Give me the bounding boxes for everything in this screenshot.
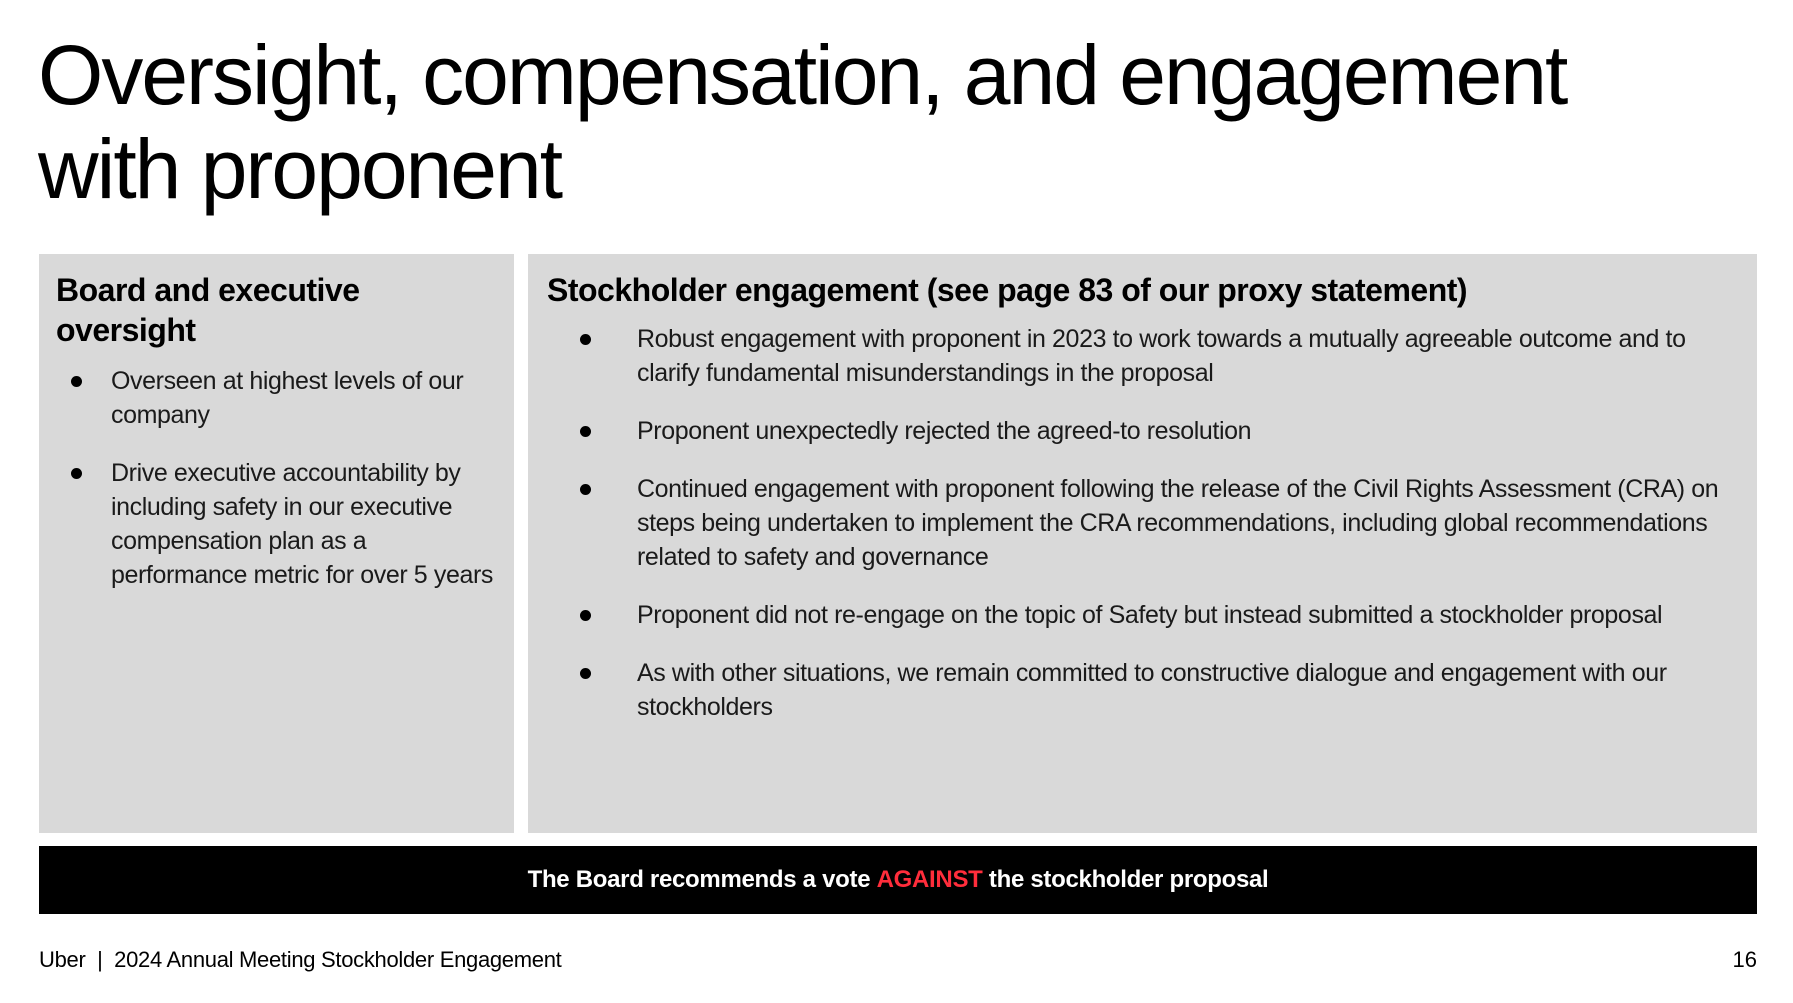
list-item — [547, 322, 1727, 390]
bullet-dot-icon — [580, 484, 591, 495]
board-recommendation-banner — [39, 846, 1757, 914]
page-number: 16 — [1732, 947, 1757, 972]
list-item-text: Robust engagement with proponent in 2023 to work towards a mutually agreeable outcome and to clarify fundamental misunderstandings in the proposal — [637, 325, 1686, 387]
list-item — [56, 364, 494, 432]
footer — [39, 947, 561, 973]
list-item-text: As with other situations, we remain committed to constructive dialogue and engagement with our stockholders — [637, 659, 1667, 721]
list-item — [547, 656, 1727, 724]
slide-title-line-2: with proponent — [38, 122, 562, 216]
board-oversight-heading — [56, 270, 494, 350]
bullet-dot-icon — [71, 468, 82, 479]
board-oversight-heading-line-2: oversight — [56, 312, 196, 348]
bullet-dot-icon — [71, 376, 82, 387]
slide-title-line-1: Oversight, compensation, and engagement — [38, 28, 1567, 122]
list-item-text: Proponent unexpectedly rejected the agreed-to resolution — [637, 417, 1252, 445]
bullet-dot-icon — [580, 334, 591, 345]
board-oversight-panel — [39, 254, 514, 833]
list-item-text: Continued engagement with proponent following the release of the Civil Rights Assessment (CRA) on steps being undertaken to implement the CRA recommendations, including global recommendations related to safety and governance — [637, 475, 1719, 571]
board-oversight-list — [56, 364, 494, 592]
bullet-dot-icon — [580, 668, 591, 679]
list-item-text: Drive executive accountability by including safety in our executive compensation plan as a performance metric for over 5 years — [111, 459, 493, 589]
list-item-text: Proponent did not re-engage on the topic of Safety but instead submitted a stockholder proposal — [637, 601, 1663, 629]
list-item — [56, 456, 494, 592]
stockholder-engagement-list — [547, 322, 1727, 724]
footer-separator: | — [97, 947, 103, 972]
slide-title — [38, 28, 1758, 216]
list-item-text: Overseen at highest levels of our company — [111, 367, 464, 429]
banner-text-after: the stockholder proposal — [982, 866, 1269, 893]
bullet-dot-icon — [580, 610, 591, 621]
board-oversight-heading-line-1: Board and executive — [56, 272, 360, 308]
list-item — [547, 414, 1727, 448]
stockholder-engagement-panel — [528, 254, 1757, 833]
footer-text: 2024 Annual Meeting Stockholder Engagement — [114, 947, 562, 972]
list-item — [547, 598, 1727, 632]
stockholder-engagement-heading: Stockholder engagement (see page 83 of our proxy statement) — [547, 272, 1468, 308]
banner-against-highlight: AGAINST — [876, 866, 983, 893]
bullet-dot-icon — [580, 426, 591, 437]
footer-brand: Uber — [39, 947, 86, 972]
list-item — [547, 472, 1727, 574]
banner-text-before: The Board recommends a vote — [527, 866, 877, 893]
